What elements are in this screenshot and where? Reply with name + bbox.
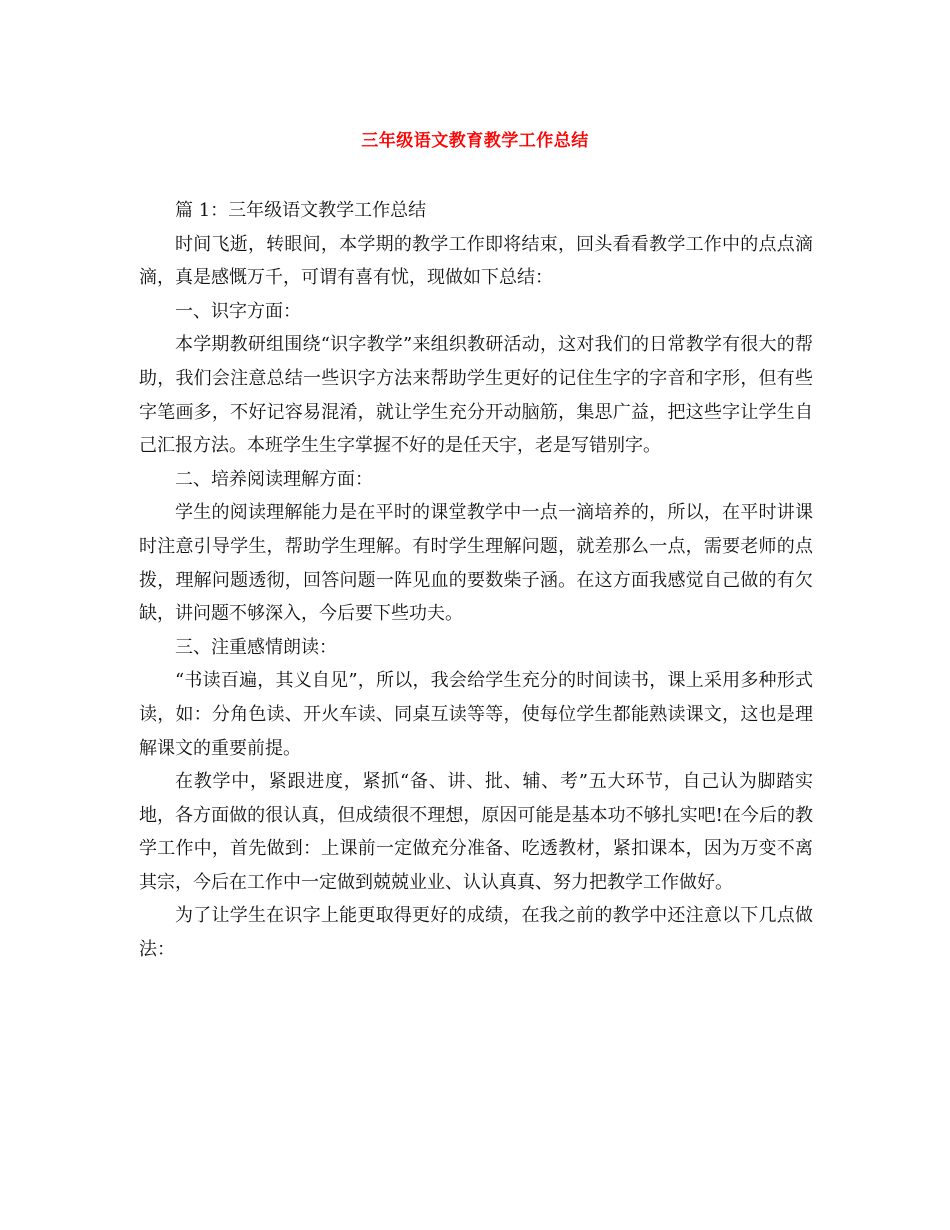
heading-reading-comprehension: 二、培养阅读理解方面： bbox=[175, 468, 373, 490]
paragraph-literacy: 本学期教研组围绕“识字教学”来组织教研活动，这对我们的日常教学有很大的帮助，我们会注意总结一些识字方法来帮助学生更好的记住生字的字音和字形，但有些字笔画多，不好记容易混淆，就让学生充分开动脑筋，集思广益，把这些字让学生自己汇报方法。本班学生生字掌握不好的是任天宇，老是写错别字。 bbox=[139, 334, 813, 457]
paragraph-intro: 时间飞逝，转眼间，本学期的教学工作即将结束，回头看看教学工作中的点点滴滴，真是感慨万千，可谓有喜有忧，现做如下总结： bbox=[139, 233, 813, 289]
paragraph-practices-intro: 为了让学生在识字上能更取得更好的成绩，在我之前的教学中还注意以下几点做法： bbox=[139, 905, 813, 961]
paragraph-reading-comprehension: 学生的阅读理解能力是在平时的课堂教学中一点一滴培养的，所以，在平时讲课时注意引导学生，帮助学生理解。有时学生理解问题，就差那么一点，需要老师的点拨，理解问题透彻，回答问题一阵见血的要数柴子涵。在这方面我感觉自己做的有欠缺，讲问题不够深入，今后要下些功夫。 bbox=[139, 502, 813, 625]
heading-emotional-reading: 三、注重感情朗读： bbox=[175, 636, 337, 658]
paragraph-emotional-reading: “书读百遍，其义自见”，所以，我会给学生充分的时间读书，课上采用多种形式读，如：分角色读、开火车读、同桌互读等等，使每位学生都能熟读课文，这也是理解课文的重要前提。 bbox=[139, 670, 813, 759]
paragraph-section-heading: 篇 1：三年级语文教学工作总结 bbox=[175, 200, 427, 221]
document-body bbox=[139, 194, 813, 967]
paragraph-teaching: 在教学中，紧跟进度，紧抓“备、讲、批、辅、考”五大环节，自己认为脚踏实地，各方面做的很认真，但成绩很不理想，原因可能是基本功不够扎实吧!在今后的教学工作中，首先做到：上课前一定做充分准备、吃透教材，紧扣课本，因为万变不离其宗，今后在工作中一定做到兢兢业业、认认真真、努力把教学工作做好。 bbox=[139, 771, 813, 893]
heading-literacy: 一、识字方面： bbox=[175, 300, 301, 322]
document-title: 三年级语文教育教学工作总结 bbox=[361, 131, 589, 151]
